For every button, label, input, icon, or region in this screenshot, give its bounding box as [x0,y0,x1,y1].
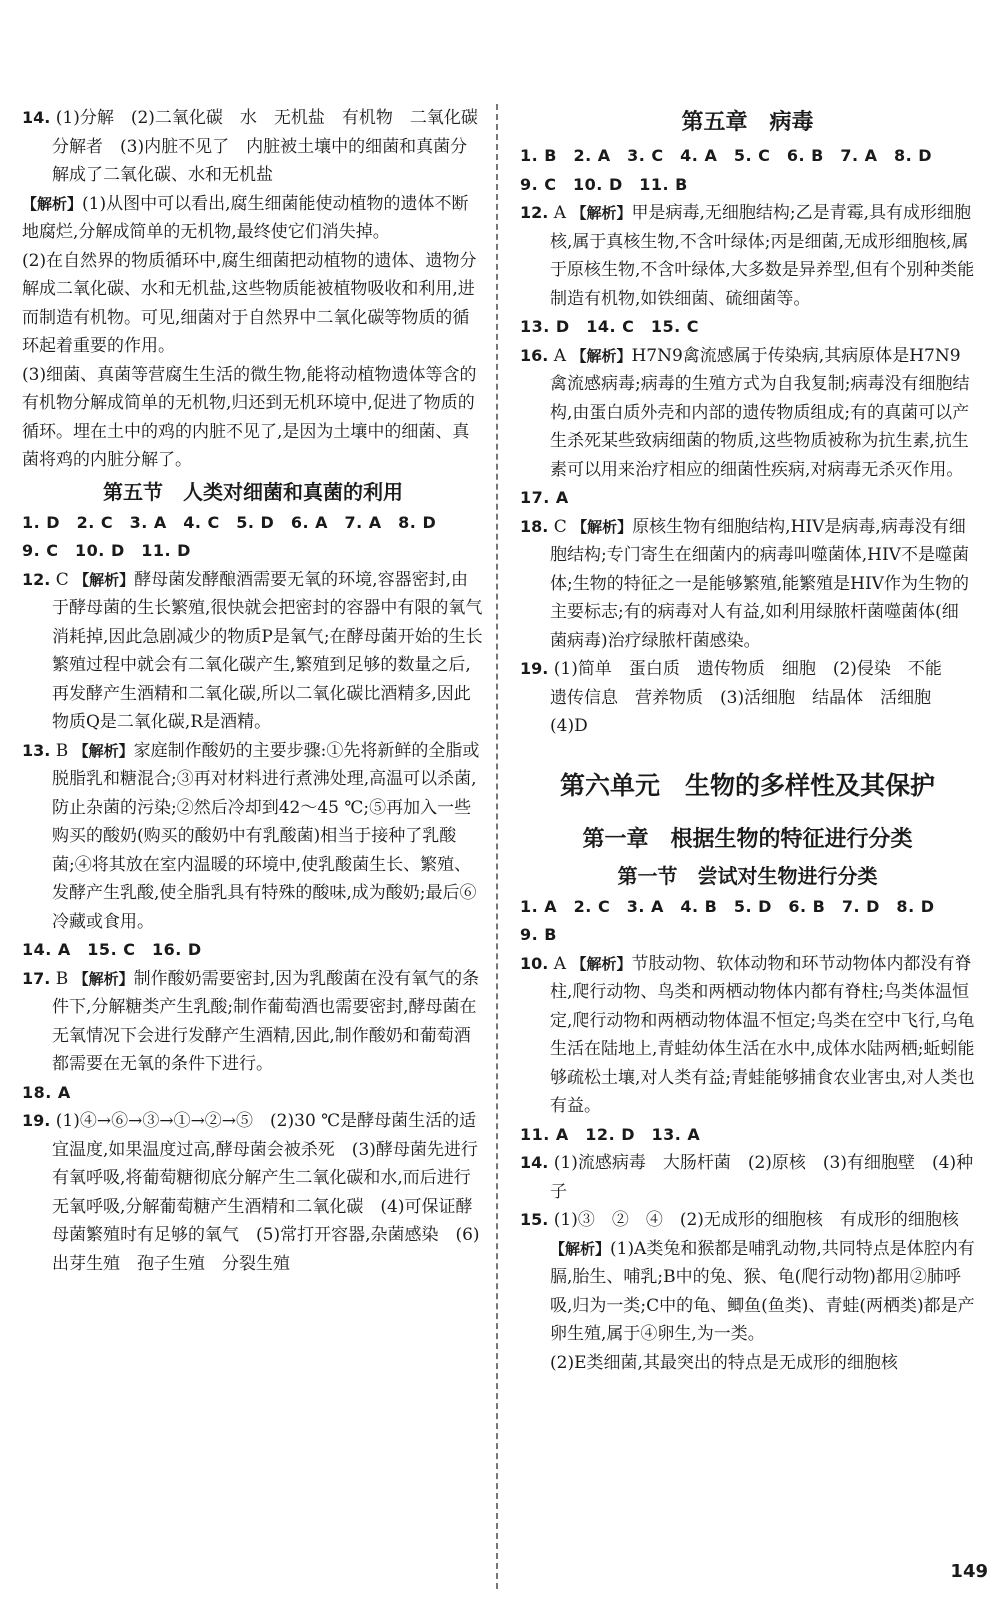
analysis-text: 家庭制作酸奶的主要步骤:①先将新鲜的全脂或脱脂乳和糖混合;③再对材料进行煮沸处理,高温可以杀菌,防止杂菌的污染;②然后冷却到42～45 ℃;⑤再加入一些购买的酸奶(购买的酸奶中有乳酸菌)相当于接种了乳酸菌;④将其放在室内温暖的环境中,使乳酸菌生长、繁殖、发酵产生乳酸,使全脂乳具有特殊的酸味,成为酸奶;最后⑥冷藏或食用。 [52,740,480,932]
question-12 [520,199,975,313]
answer-letter: A [553,953,567,974]
analysis-text: 制作酸奶需要密封,因为乳酸菌在没有氧气的条件下,分解糖类产生乳酸;制作葡萄酒也需要密封,酵母菌在无氧情况下会进行发酵产生酒精,因此,制作酸奶和葡萄酒都需要在无氧的条件下进行。 [52,968,480,1074]
chapter-title: 第一章 根据生物的特征进行分类 [582,826,913,852]
question-number: 18. [520,516,549,536]
question-number: 19. [520,659,549,678]
answer-row: 17. A [520,488,569,507]
right-column [520,104,975,1377]
answer-row: 9. B [520,925,557,944]
analysis-tag: 【解析】 [572,517,633,536]
analysis-text: 原核生物有细胞结构,HIV是病毒,病毒没有细胞结构;专门寄生在细菌内的病毒叫噬菌体,HIV不是噬菌体;生物的特征之一是能够繁殖,能繁殖是HIV作为生物的主要标志;有的病毒对人有益,如利用绿脓杆菌噬菌体(细菌病毒)治疗绿脓杆菌感染。 [550,516,969,651]
analysis-text: (1)A类兔和猴都是哺乳动物,共同特点是体腔内有膈,胎生、哺乳;B中的兔、猴、龟(爬行动物)都用②肺呼吸,归为一类;C中的龟、鲫鱼(鱼类)、青蛙(两栖类)都是产卵生殖,属于④卵生,为一类。 [550,1238,975,1344]
analysis-text: 节肢动物、软体动物和环节动物体内都没有脊柱,爬行动物、鸟类和两栖动物体内都有脊柱;鸟类体温恒定,爬行动物和两栖动物体温不恒定;鸟类在空中飞行,乌龟生活在陆地上,青蛙幼体生活在水中,成体水陆两栖;蚯蚓能够疏松土壤,对人类有益;青蛙能够捕食农业害虫,对人类也有益。 [550,953,975,1116]
question-number: 15. [520,1210,549,1229]
left-column [22,104,495,1278]
section-title: 第五节 人类对细菌和真菌的利用 [103,479,403,504]
answer-letter: A [553,345,567,366]
analysis-paragraph: (2)E类细菌,其最突出的特点是无成形的细胞核 [550,1352,898,1373]
question-17 [22,965,484,1079]
question-19 [520,655,975,741]
analysis-tag: 【解析】 [73,969,134,988]
answer-letter: C [553,516,567,537]
question-number: 17. [22,968,51,988]
analysis-paragraph: (3)细菌、真菌等营腐生生活的微生物,能将动植物遗体等含的有机物分解成简单的无机物,归还到无机环境中,促进了物质的循环。埋在土中的鸡的内脏不见了,是因为土壤中的细菌、真菌将鸡的内脏分解了。 [22,364,477,470]
analysis-text: 酵母菌发酵酿酒需要无氧的环境,容器密封,由于酵母菌的生长繁殖,很快就会把密封的容器中有限的氧气消耗掉,因此急剧减少的物质P是氧气;在酵母菌开始的生长繁殖过程中就会有二氧化碳产生,繁殖到足够的数量之后,再发酵产生酒精和二氧化碳,所以二氧化碳比酒精多,因此物质Q是二氧化碳,R是酒精。 [52,569,483,732]
answer-row: 1. B 2. A 3. C 4. A 5. C 6. B 7. A 8. D [520,146,933,165]
answer-row: 14. A 15. C 16. D [22,940,202,959]
analysis-tag: 【解析】 [550,1239,611,1258]
column-divider [496,104,498,1589]
question-12 [22,566,484,737]
question-10 [520,950,975,1121]
answer-row: 9. C 10. D 11. B [520,174,688,194]
chapter-title: 第五章 病毒 [681,110,814,135]
answer-row: 11. A 12. D 13. A [520,1124,701,1144]
question-16 [520,342,975,485]
answer-text: (1)分解 (2)二氧化碳 水 无机盐 有机物 二氧化碳 分解者 (3)内脏不见了 内脏被土壤中的细菌和真菌分解成了二氧化碳、水和无机盐 [52,108,495,185]
question-number: 14. [22,108,51,127]
answer-letter: A [553,203,567,223]
analysis-tag: 【解析】 [74,570,135,589]
answer-text: (1)简单 蛋白质 遗传物质 细胞 (2)侵染 不能 遗传信息 营养物质 (3)活细胞 结晶体 活细胞 (4)D [550,659,959,736]
question-number: 19. [22,1111,51,1130]
analysis-15 [520,1235,975,1349]
question-number: 12. [22,569,51,589]
analysis-tag: 【解析】 [571,346,632,365]
question-15 [520,1206,975,1235]
answer-row: 1. D 2. C 3. A 4. C 5. D 6. A 7. A 8. D [22,512,437,532]
analysis-tag: 【解析】 [571,954,632,973]
analysis-tag: 【解析】 [22,194,83,213]
unit-title: 第六单元 生物的多样性及其保护 [559,770,935,800]
question-number: 12. [520,203,549,222]
question-13 [22,737,484,937]
page-number: 149 [950,1560,988,1582]
answer-row: 9. C 10. D 11. D [22,541,191,560]
analysis-text: 甲是病毒,无细胞结构;乙是青霉,具有成形细胞核,属于真核生物,不含叶绿体;丙是细菌,无成形细胞核,属于原核生物,不含叶绿体,大多数是异养型,但有个别种类能制造有机物,如铁细菌、硫细菌等。 [550,203,975,309]
analysis-14 [22,190,484,247]
analysis-tag: 【解析】 [571,204,632,222]
analysis-tag: 【解析】 [73,741,134,760]
answer-row: 13. D 14. C 15. C [520,317,700,336]
answer-letter: C [55,569,69,590]
question-14 [22,104,495,190]
question-number: 10. [520,953,549,973]
question-14 [520,1149,975,1206]
analysis-text: (1)从图中可以看出,腐生细菌能使动植物的遗体不断地腐烂,分解成简单的无机物,最终使它们消失掉。 [22,193,469,242]
answer-row: 1. A 2. C 3. A 4. B 5. D 6. B 7. D 8. D [520,896,935,916]
question-number: 16. [520,345,549,365]
answer-text: (1)④→⑥→③→①→②→⑤ (2)30 ℃是酵母菌生活的适宜温度,如果温度过高,酵母菌会被杀死 (3)酵母菌先进行有氧呼吸,将葡萄糖彻底分解产生二氧化碳和水,而后进行无氧呼吸,分解葡萄糖产生酒精和二氧化碳 (4)可保证酵母菌繁殖时有足够的氧气 (5)常打开容器,杂菌感染 (6)出芽生殖 孢子生殖 分裂生殖 [52,1111,480,1274]
question-19 [22,1107,484,1278]
question-number: 13. [22,740,51,760]
section-title: 第一节 尝试对生物进行分类 [617,863,878,888]
answer-letter: B [55,968,69,989]
question-number: 14. [520,1153,549,1172]
analysis-text: H7N9禽流感属于传染病,其病原体是H7N9禽流感病毒;病毒的生殖方式为自我复制;病毒没有细胞结构,由蛋白质外壳和内部的遗传物质组成;有的真菌可以产生杀死某些致病细菌的物质,这些物质被称为抗生素,抗生素可以用来治疗相应的细菌性疾病,对病毒无杀灭作用。 [550,345,970,480]
answer-text: (1)流感病毒 大肠杆菌 (2)原核 (3)有细胞壁 (4)种子 [550,1153,974,1202]
analysis-paragraph: (2)在自然界的物质循环中,腐生细菌把动植物的遗体、遗物分解成二氧化碳、水和无机盐,这些物质能被植物吸收和利用,进而制造有机物。可见,细菌对于自然界中二氧化碳等物质的循环起着重要的作用。 [22,250,477,356]
answer-row: 18. A [22,1082,71,1102]
answer-text: (1)③ ② ④ (2)无成形的细胞核 有成形的细胞核 [553,1210,959,1230]
question-18 [520,513,975,656]
answer-letter: B [55,740,69,761]
